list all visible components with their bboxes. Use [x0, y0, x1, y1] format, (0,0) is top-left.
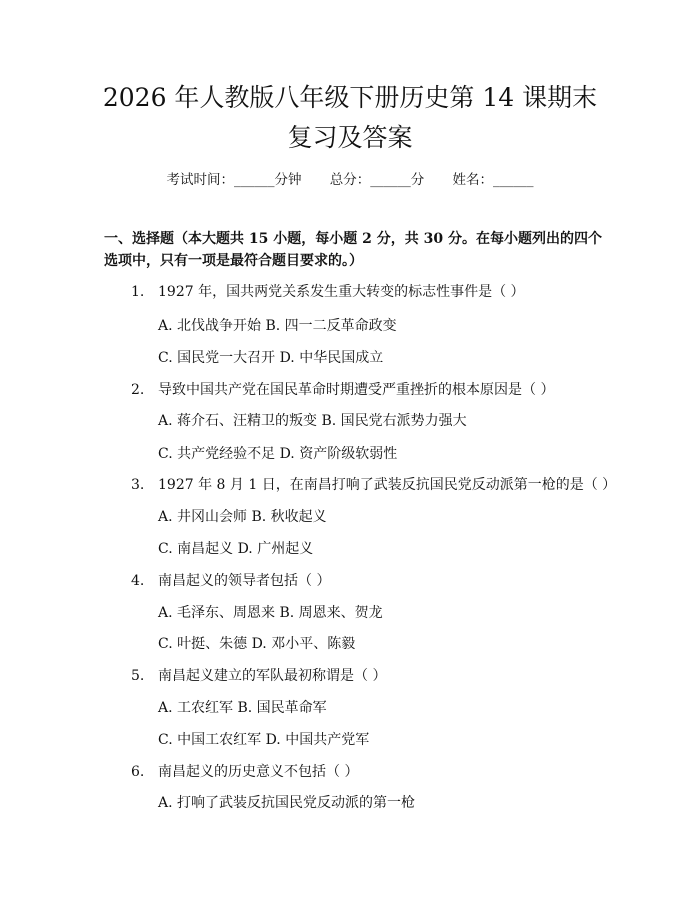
section-heading: 一、选择题（本大题共 15 小题，每小题 2 分，共 30 分。在每小题列出的四个选项中，只有一项是最符合题目要求的。）	[104, 231, 602, 269]
question-3-options-row-2: C. 南昌起义 D. 广州起义	[158, 541, 314, 557]
question-4-options-row-1: A. 毛泽东、周恩来 B. 周恩来、贺龙	[158, 605, 383, 621]
question-number: 4.	[131, 573, 145, 589]
question-text: 南昌起义的领导者包括（ ）	[158, 573, 331, 589]
question-text: 1927 年 8 月 1 日，在南昌打响了武装反抗国民党反动派第一枪的是（ ）	[158, 477, 617, 493]
question-4	[131, 570, 330, 590]
question-number: 3.	[131, 477, 145, 493]
question-2-options-row-1: A. 蒋介石、汪精卫的叛变 B. 国民党右派势力强大	[158, 413, 467, 429]
question-text: 1927 年，国共两党关系发生重大转变的标志性事件是（ ）	[158, 284, 525, 300]
question-1-options-row-2: C. 国民党一大召开 D. 中华民国成立	[158, 350, 384, 366]
question-text: 导致中国共产党在国民革命时期遭受严重挫折的根本原因是（ ）	[158, 382, 555, 398]
question-1-options-row-1: A. 北伐战争开始 B. 四一二反革命政变	[158, 318, 397, 334]
question-number: 6.	[131, 764, 145, 780]
question-5	[131, 665, 386, 685]
document-title	[60, 78, 640, 158]
total-score: 总分：______分	[329, 172, 425, 188]
title-line-2: 复习及答案	[287, 123, 413, 152]
question-text: 南昌起义的历史意义不包括（ ）	[158, 764, 359, 780]
exam-meta	[0, 168, 700, 188]
question-6	[131, 761, 358, 781]
student-name: 姓名：______	[452, 172, 534, 188]
question-5-options-row-2: C. 中国工农红军 D. 中国共产党军	[158, 732, 370, 748]
question-2-options-row-2: C. 共产党经验不足 D. 资产阶级软弱性	[158, 446, 398, 462]
question-3-options-row-1: A. 井冈山会师 B. 秋收起义	[158, 509, 327, 525]
question-3	[131, 474, 616, 494]
question-2	[131, 379, 554, 399]
exam-time: 考试时间：______分钟	[166, 172, 302, 188]
question-6-options-row-1: A. 打响了武装反抗国民党反动派的第一枪	[158, 795, 416, 811]
question-text: 南昌起义建立的军队最初称谓是（ ）	[158, 668, 387, 684]
question-4-options-row-2: C. 叶挺、朱德 D. 邓小平、陈毅	[158, 636, 356, 652]
question-number: 2.	[131, 382, 145, 398]
title-line-1: 2026 年人教版八年级下册历史第 14 课期末	[102, 83, 598, 112]
question-1	[131, 281, 525, 301]
question-5-options-row-1: A. 工农红军 B. 国民革命军	[158, 700, 327, 716]
question-number: 5.	[131, 668, 145, 684]
question-number: 1.	[131, 284, 145, 300]
